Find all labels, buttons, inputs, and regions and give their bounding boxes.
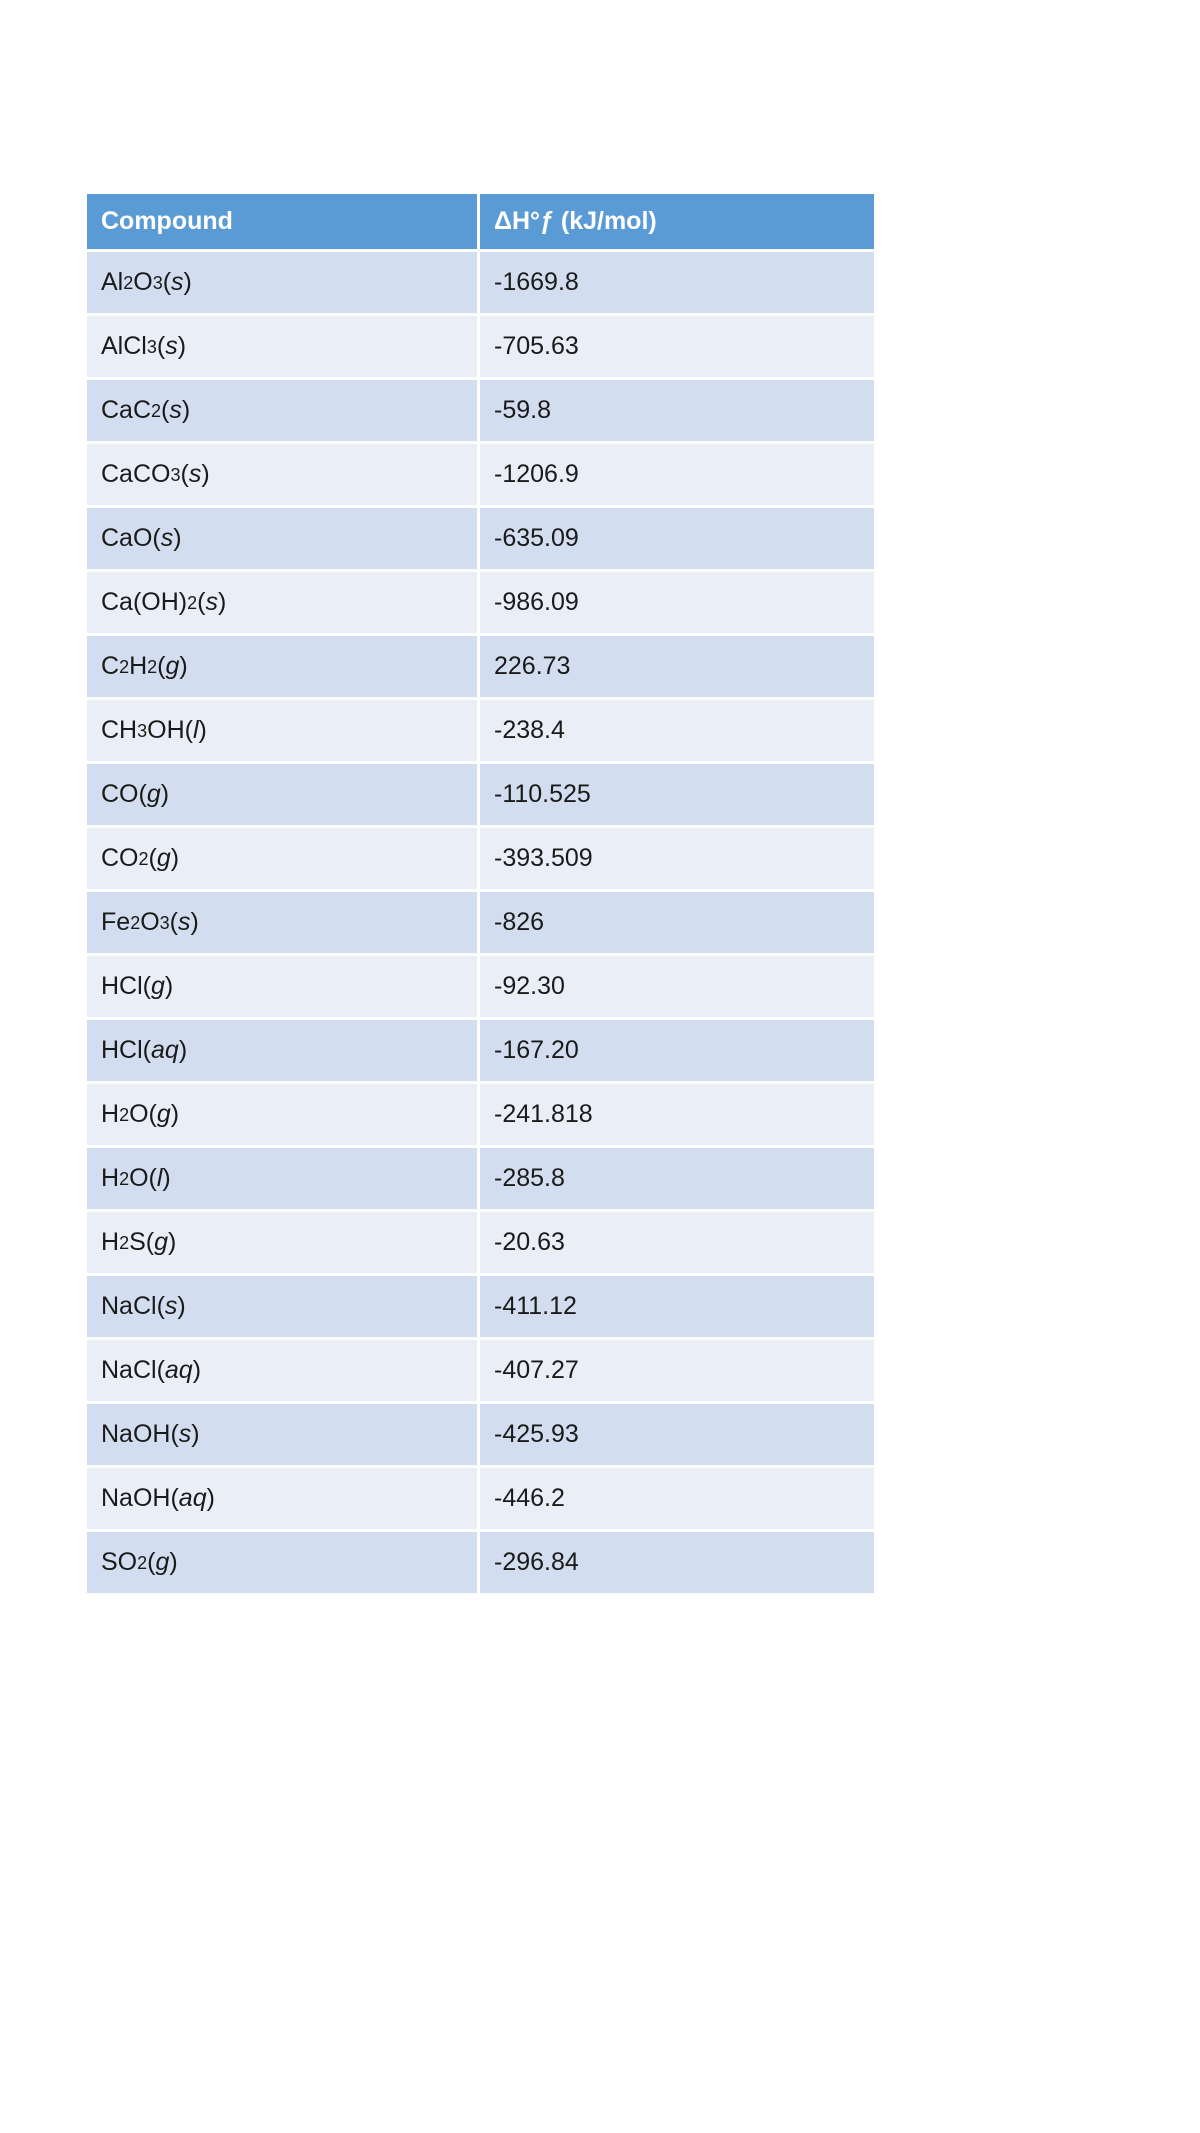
compound-cell: Al 2 O 3 ( s ) (87, 252, 480, 313)
enthalpy-cell: -167.20 (494, 1036, 579, 1064)
table-row (87, 252, 874, 316)
compound-cell: CaCO 3 ( s ) (87, 444, 480, 505)
enthalpy-table (87, 194, 874, 1596)
table-row (87, 1276, 874, 1340)
table-row (87, 444, 874, 508)
table-row (87, 1340, 874, 1404)
enthalpy-cell: -59.8 (494, 396, 551, 424)
compound-cell: NaCl( aq ) (87, 1340, 480, 1401)
enthalpy-cell: -1669.8 (494, 268, 579, 296)
compound-cell: H 2 S( g ) (87, 1212, 480, 1273)
enthalpy-cell: -20.63 (494, 1228, 565, 1256)
table-row (87, 700, 874, 764)
table-row (87, 636, 874, 700)
enthalpy-cell: -1206.9 (494, 460, 579, 488)
table-row (87, 1532, 874, 1596)
compound-cell: CH 3 OH( l ) (87, 700, 480, 761)
table-row (87, 828, 874, 892)
enthalpy-cell: -826 (494, 908, 545, 936)
compound-cell: HCl( g ) (87, 956, 480, 1017)
table-row (87, 764, 874, 828)
enthalpy-cell: -705.63 (494, 332, 579, 360)
table-row (87, 1468, 874, 1532)
table-row (87, 1020, 874, 1084)
enthalpy-cell: 226.73 (494, 652, 571, 680)
table-header-row (87, 194, 874, 252)
compound-cell: C 2 H 2 ( g ) (87, 636, 480, 697)
enthalpy-cell: -635.09 (494, 524, 579, 552)
enthalpy-cell: -241.818 (494, 1100, 593, 1128)
compound-cell: CO 2 ( g ) (87, 828, 480, 889)
table-row (87, 380, 874, 444)
compound-cell: H 2 O( l ) (87, 1148, 480, 1209)
enthalpy-cell: -407.27 (494, 1356, 579, 1384)
table-row (87, 892, 874, 956)
compound-cell: CO( g ) (87, 764, 480, 825)
compound-cell: CaC 2 ( s ) (87, 380, 480, 441)
compound-cell: CaO( s ) (87, 508, 480, 569)
enthalpy-cell: -110.525 (494, 780, 591, 808)
enthalpy-cell: -296.84 (494, 1548, 579, 1576)
compound-cell: Fe 2 O 3 ( s ) (87, 892, 480, 953)
enthalpy-cell: -238.4 (494, 716, 565, 744)
table-row (87, 1148, 874, 1212)
table-row (87, 508, 874, 572)
table-body (87, 252, 874, 1596)
table-row (87, 572, 874, 636)
enthalpy-cell: -446.2 (494, 1484, 565, 1512)
compound-cell: SO 2 ( g ) (87, 1532, 480, 1593)
enthalpy-cell: -285.8 (494, 1164, 565, 1192)
table-row (87, 1212, 874, 1276)
compound-cell: H 2 O( g ) (87, 1084, 480, 1145)
compound-cell: NaCl( s ) (87, 1276, 480, 1337)
table-row (87, 956, 874, 1020)
compound-cell: Ca(OH) 2 ( s ) (87, 572, 480, 633)
compound-cell: NaOH( aq ) (87, 1468, 480, 1529)
enthalpy-cell: -393.509 (494, 844, 593, 872)
enthalpy-cell: -425.93 (494, 1420, 579, 1448)
table-row (87, 1084, 874, 1148)
compound-cell: NaOH( s ) (87, 1404, 480, 1465)
compound-cell: AlCl 3 ( s ) (87, 316, 480, 377)
compound-cell: HCl( aq ) (87, 1020, 480, 1081)
enthalpy-cell: -411.12 (494, 1292, 577, 1320)
enthalpy-cell: -92.30 (494, 972, 565, 1000)
header-compound: Compound (87, 194, 480, 249)
table-row (87, 1404, 874, 1468)
enthalpy-cell: -986.09 (494, 588, 579, 616)
header-enthalpy: ΔH°ƒ (kJ/mol) (494, 207, 657, 235)
table-row (87, 316, 874, 380)
